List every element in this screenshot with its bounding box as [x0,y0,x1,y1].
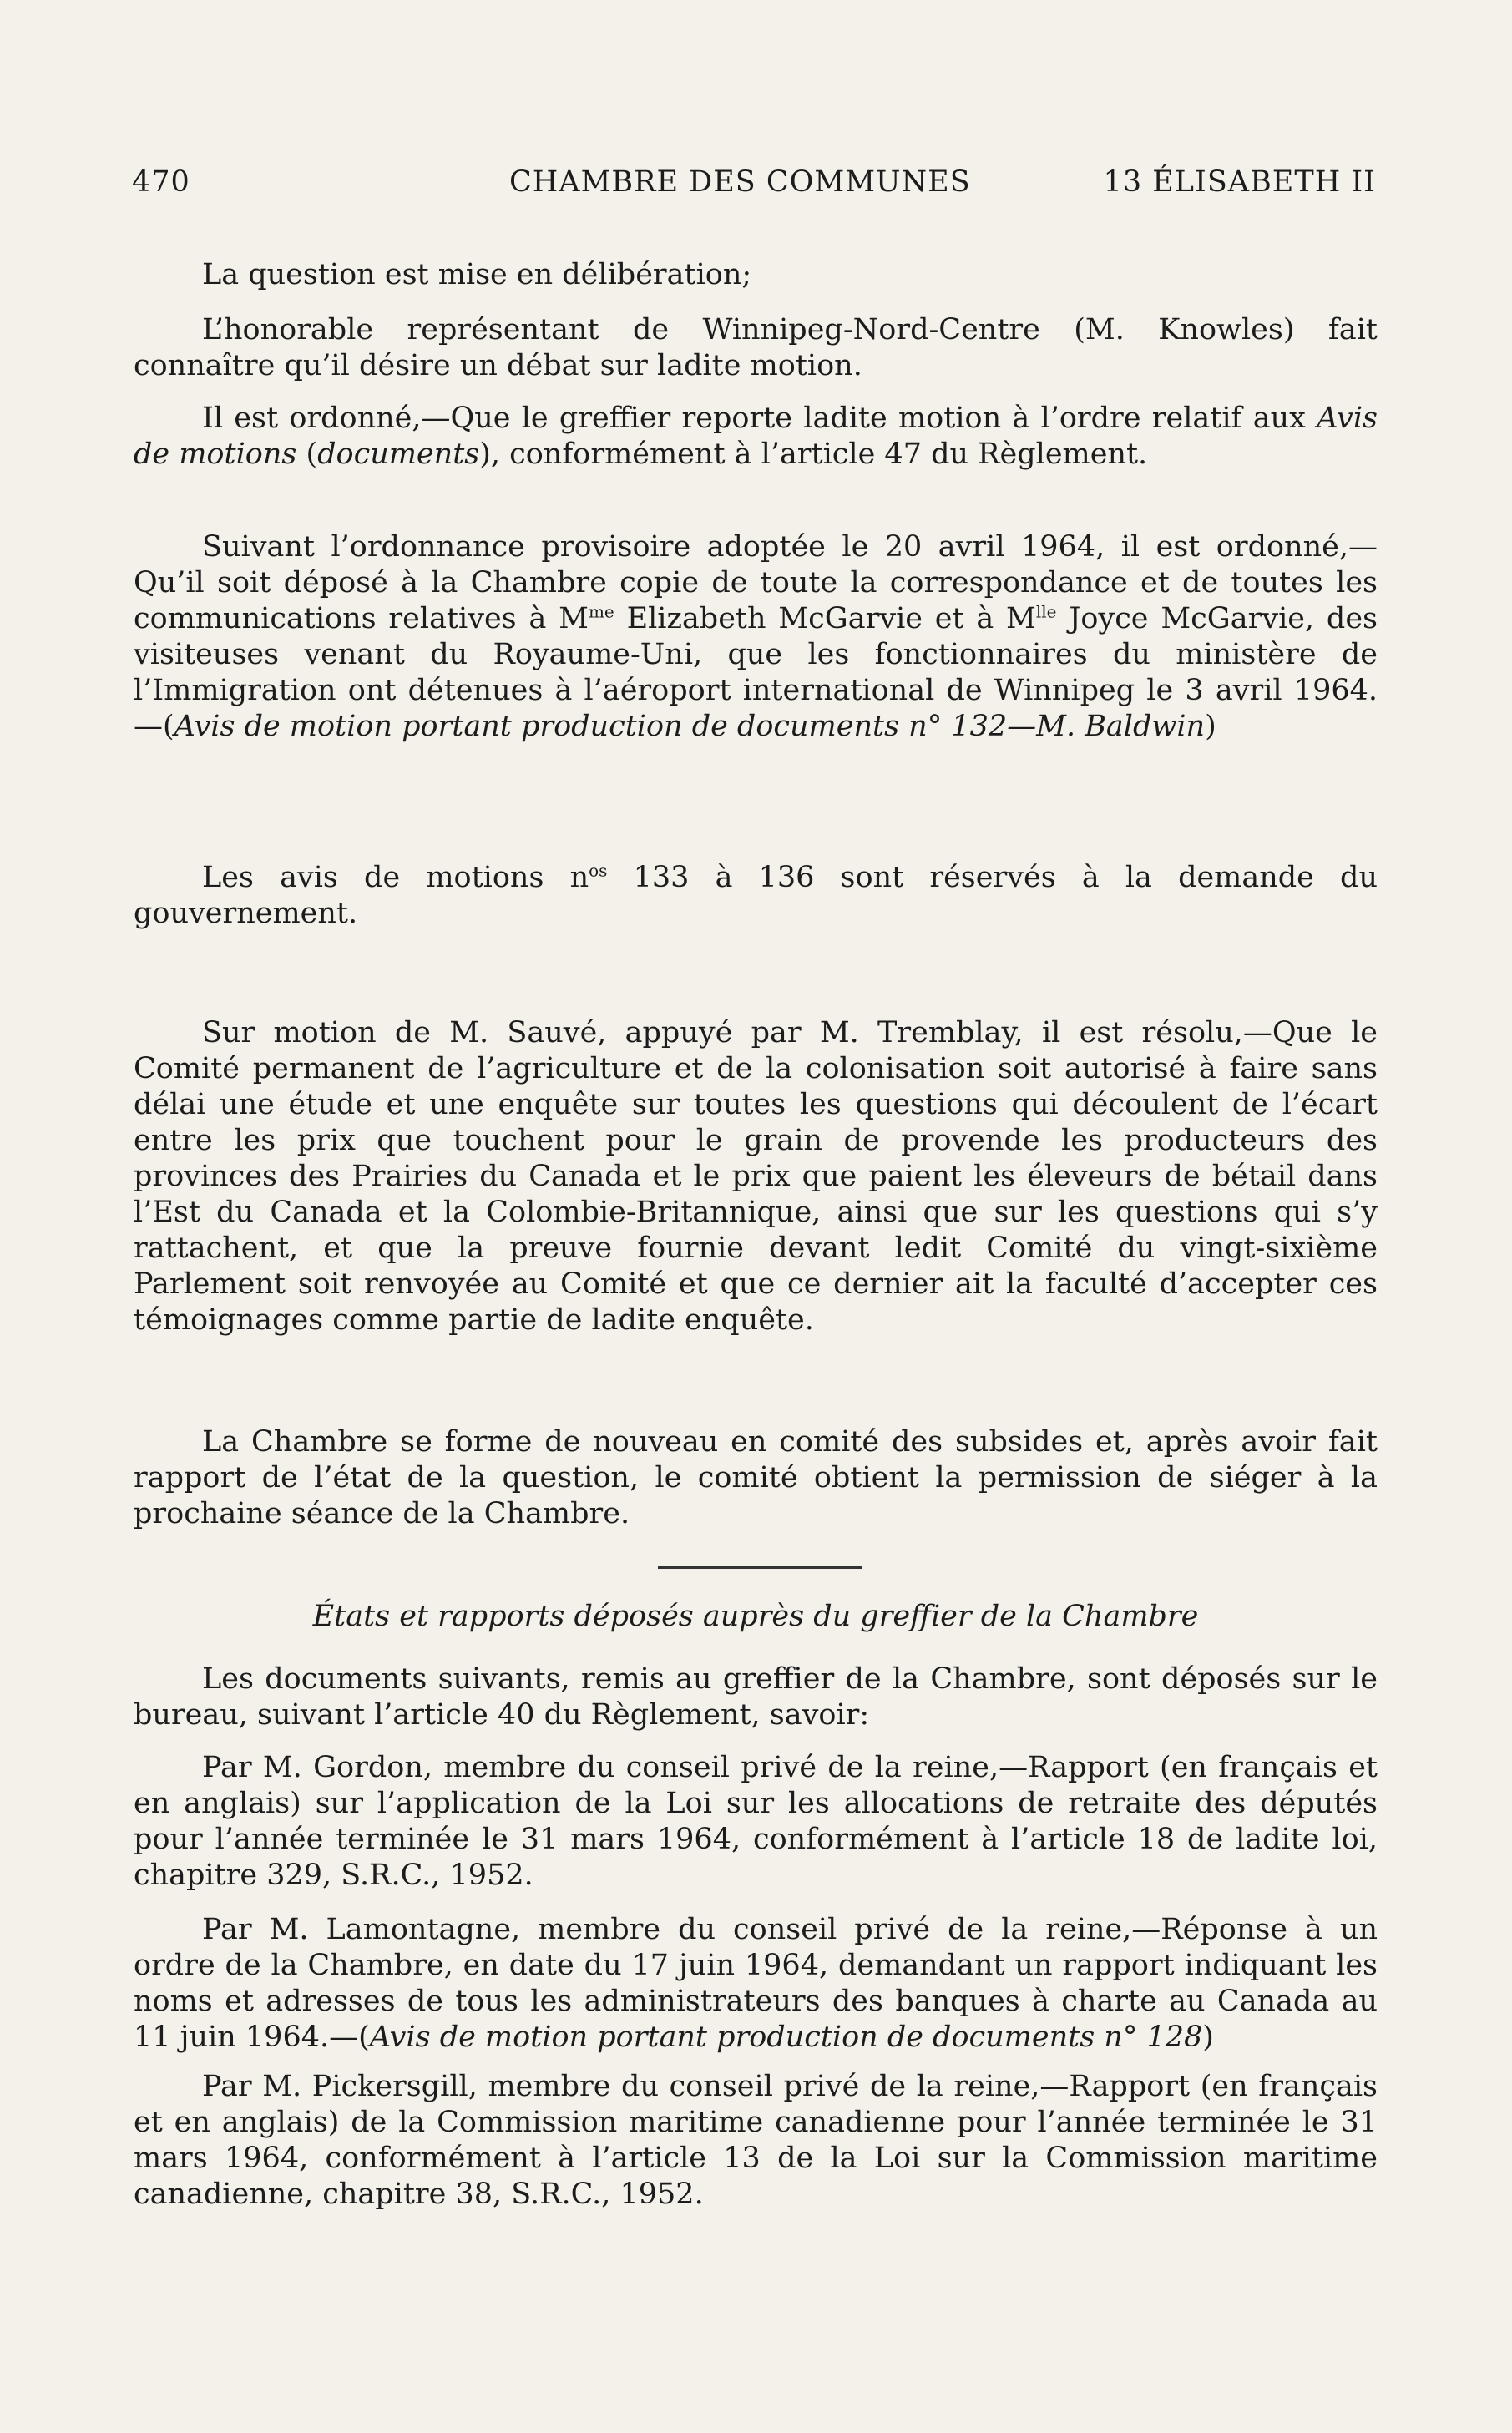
paragraph-question [134,257,1378,293]
paragraph-text: L’honorable représentant de Winnipeg-Nord-Centre (M. Knowles) fait connaître qu’il désire un débat sur ladite motion. [134,313,1378,382]
paragraph-text: Par M. Gordon, membre du conseil privé de la reine,—Rapport (en français et en anglais) sur l’application de la Loi sur les allocations de retraite des députés pour l’année terminée le 31 mars 1964, conformément à l’article 18 de ladite loi, chapitre 329, S.R.C., 1952. [134,1751,1378,1892]
text-run: ) [1202,2021,1214,2054]
text-run: ) [1205,710,1216,743]
text-run: Suivant l’ordonnance provisoire adoptée le 20 avril 1964, il est ordonné,—Qu’il soit déposé à la Chambre copie de toute la correspondance et de toutes les communications relatives à M [134,530,1378,635]
paragraph-text [134,401,1378,473]
paragraph-comite-subsides [134,1424,1378,1532]
running-title: CHAMBRE DES COMMUNES [509,165,971,199]
text-run: Les avis de motions n [202,861,589,894]
paragraph-text: Par M. Pickersgill, membre du conseil privé de la reine,—Rapport (en français et en anglais) de la Commission maritime canadienne pour l’année terminée le 31 mars 1964, conformément à l’article 13 de la Loi sur la Commission maritime canadienne, chapitre 38, S.R.C., 1952. [134,2070,1378,2211]
italic-run: Avis de motion portant production de documents n° 128 [369,2021,1203,2054]
italic-run: Avis de motions [134,402,1378,471]
paragraph-text: Sur motion de M. Sauvé, appuyé par M. Tremblay, il est résolu,—Que le Comité permanent de l’agriculture et de la colonisation soit autorisé à faire sans délai une étude et une enquête sur toutes les questions qui découlent de l’écart entre les prix que touchent pour le grain de provende les producteurs des provinces des Prairies du Canada et le prix que paient les éleveurs de bétail dans l’Est du Canada et la Colombie-Britannique, ainsi que sur les questions qui s’y rattachent, et que la preuve fournie devant ledit Comité du vingt-sixième Parlement soit renvoyée au Comité et que ce dernier ait la faculté d’accepter ces témoignages comme partie de ladite enquête. [134,1016,1378,1337]
paragraph-sauve-motion [134,1015,1378,1338]
superscript: me [588,601,614,622]
text-run: Il est ordonné,—Que le greffier reporte ladite motion à l’ordre relatif aux [202,402,1317,435]
paragraph-text [134,1912,1378,2056]
italic-run: documents [317,438,480,471]
section-divider [658,1566,862,1569]
reign-year: 13 ÉLISABETH II [1103,165,1376,199]
superscript: lle [1035,601,1057,622]
paragraph-text: La Chambre se forme de nouveau en comité des subsides et, après avoir fait rapport de l’état de la question, le comité obtient la permission de siéger à la prochaine séance de la Chambre. [134,1425,1378,1530]
paragraph-mcgarvie [134,529,1378,745]
paragraph-text [134,860,1378,932]
paragraph-gordon [134,1750,1378,1894]
superscript: os [589,860,608,881]
paragraph-reserves [134,860,1378,932]
paragraph-text: Les documents suivants, remis au greffier de la Chambre, sont déposés sur le bureau, suivant l’article 40 du Règlement, savoir: [134,1662,1378,1732]
section-heading: États et rapports déposés auprès du greffier de la Chambre [312,1600,1199,1633]
paragraph-documents-intro [134,1662,1378,1733]
paragraph-ordonne [134,401,1378,473]
text-run: 133 à 136 sont réservés à la demande du gouvernement. [134,861,1378,930]
text-run: Par M. Lamontagne, membre du conseil privé de la reine,—Réponse à un ordre de la Chambre, en date du 17 juin 1964, demandant un rapport indiquant les noms et adresses de tous les administrateurs des banques à charte au Canada au 11 juin 1964.—( [134,1913,1378,2054]
italic-run: Avis de motion portant production de documents n° 132—M. Baldwin [174,710,1206,743]
paragraph-knowles [134,312,1378,384]
paragraph-pickersgill [134,2069,1378,2213]
paragraph-text [134,529,1378,745]
text-run: Elizabeth McGarvie et à M [614,602,1036,635]
text-run: Joyce McGarvie, des visiteuses venant du Royaume-Uni, que les fonctionnaires du ministère de l’Immigration ont détenues à l’aéroport international de Winnipeg le 3 avril 1964.—( [134,602,1378,743]
page-header [132,165,1376,207]
text-run: ( [296,438,318,471]
paragraph-text: La question est mise en délibération; [202,258,752,291]
page-number: 470 [132,165,190,199]
text-run: ), conformément à l’article 47 du Règlement. [479,438,1148,471]
paragraph-lamontagne [134,1912,1378,2056]
